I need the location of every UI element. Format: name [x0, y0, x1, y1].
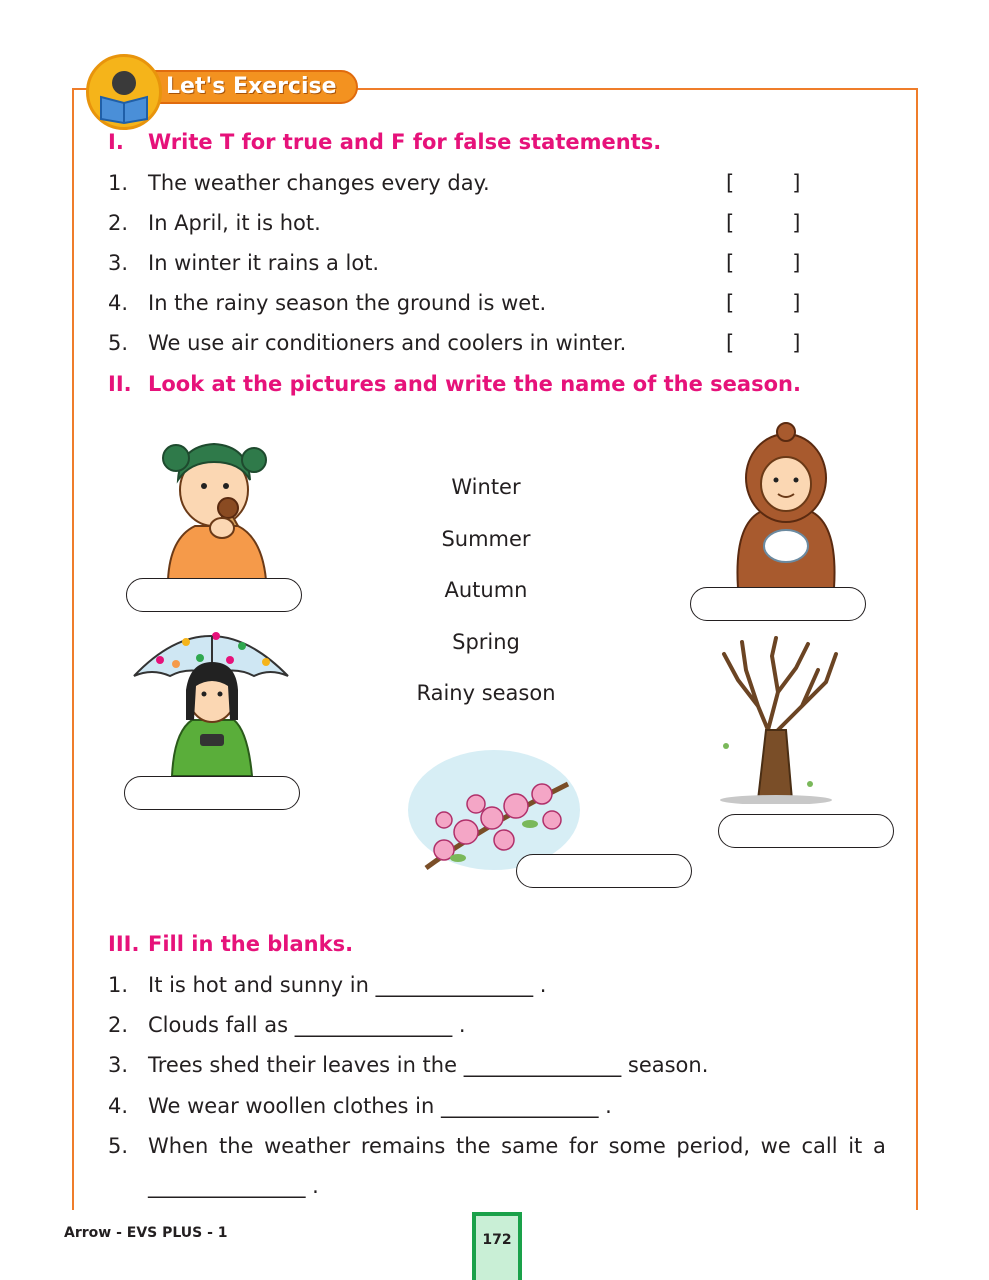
fill-item-5-blank: _______________ .	[148, 1174, 319, 1198]
season-word-4: Spring	[452, 630, 520, 654]
tf-answer-box-1[interactable]: [ ]	[726, 171, 801, 195]
season-answer-box-rainy[interactable]	[124, 776, 300, 810]
tf-answer-box-3[interactable]: [ ]	[726, 251, 801, 275]
tf-answer-box-4[interactable]: [ ]	[726, 291, 801, 315]
reading-child-icon	[86, 54, 162, 130]
child-in-winter-clothes-image	[730, 420, 842, 592]
tf-item-5: 5. We use air conditioners and coolers in winter.	[108, 331, 627, 355]
page-number: 172	[472, 1212, 522, 1280]
season-word-5: Rainy season	[416, 681, 556, 705]
fill-item-3: 3. Trees shed their leaves in the _______________ season.	[108, 1053, 709, 1077]
season-word-3: Autumn	[444, 578, 528, 602]
fill-item-2: 2. Clouds fall as _______________ .	[108, 1013, 466, 1037]
fill-item-4: 4. We wear woollen clothes in _______________ .	[108, 1094, 612, 1118]
season-answer-box-summer[interactable]	[126, 578, 302, 612]
girl-eating-icecream-image	[150, 428, 280, 584]
fill-item-1: 1. It is hot and sunny in _______________ .	[108, 973, 547, 997]
frame-right-border	[916, 88, 918, 1210]
bare-tree-image	[712, 634, 842, 808]
section-2-heading: II. Look at the pictures and write the name of the season.	[108, 372, 801, 396]
tf-item-3: 3. In winter it rains a lot.	[108, 251, 380, 275]
season-answer-box-autumn[interactable]	[718, 814, 894, 848]
section-3-heading: III. Fill in the blanks.	[108, 932, 354, 956]
tf-answer-box-5[interactable]: [ ]	[726, 331, 801, 355]
tf-item-1: 1. The weather changes every day.	[108, 171, 490, 195]
exercise-title: Let's Exercise	[166, 74, 337, 99]
frame-left-border	[72, 88, 74, 1210]
girl-with-umbrella-image	[130, 616, 292, 782]
tf-item-4: 4. In the rainy season the ground is wet.	[108, 291, 547, 315]
season-word-2: Summer	[441, 527, 531, 551]
tf-item-2: 2. In April, it is hot.	[108, 211, 321, 235]
season-word-1: Winter	[451, 475, 521, 499]
fill-item-5: 5. When the weather remains the same for some period, we call it a	[108, 1134, 886, 1158]
season-answer-box-spring[interactable]	[516, 854, 692, 888]
tf-answer-box-2[interactable]: [ ]	[726, 211, 801, 235]
season-answer-box-winter[interactable]	[690, 587, 866, 621]
section-1-heading: I. Write T for true and F for false statements.	[108, 130, 662, 154]
book-title-footer: Arrow - EVS PLUS - 1	[64, 1225, 228, 1241]
